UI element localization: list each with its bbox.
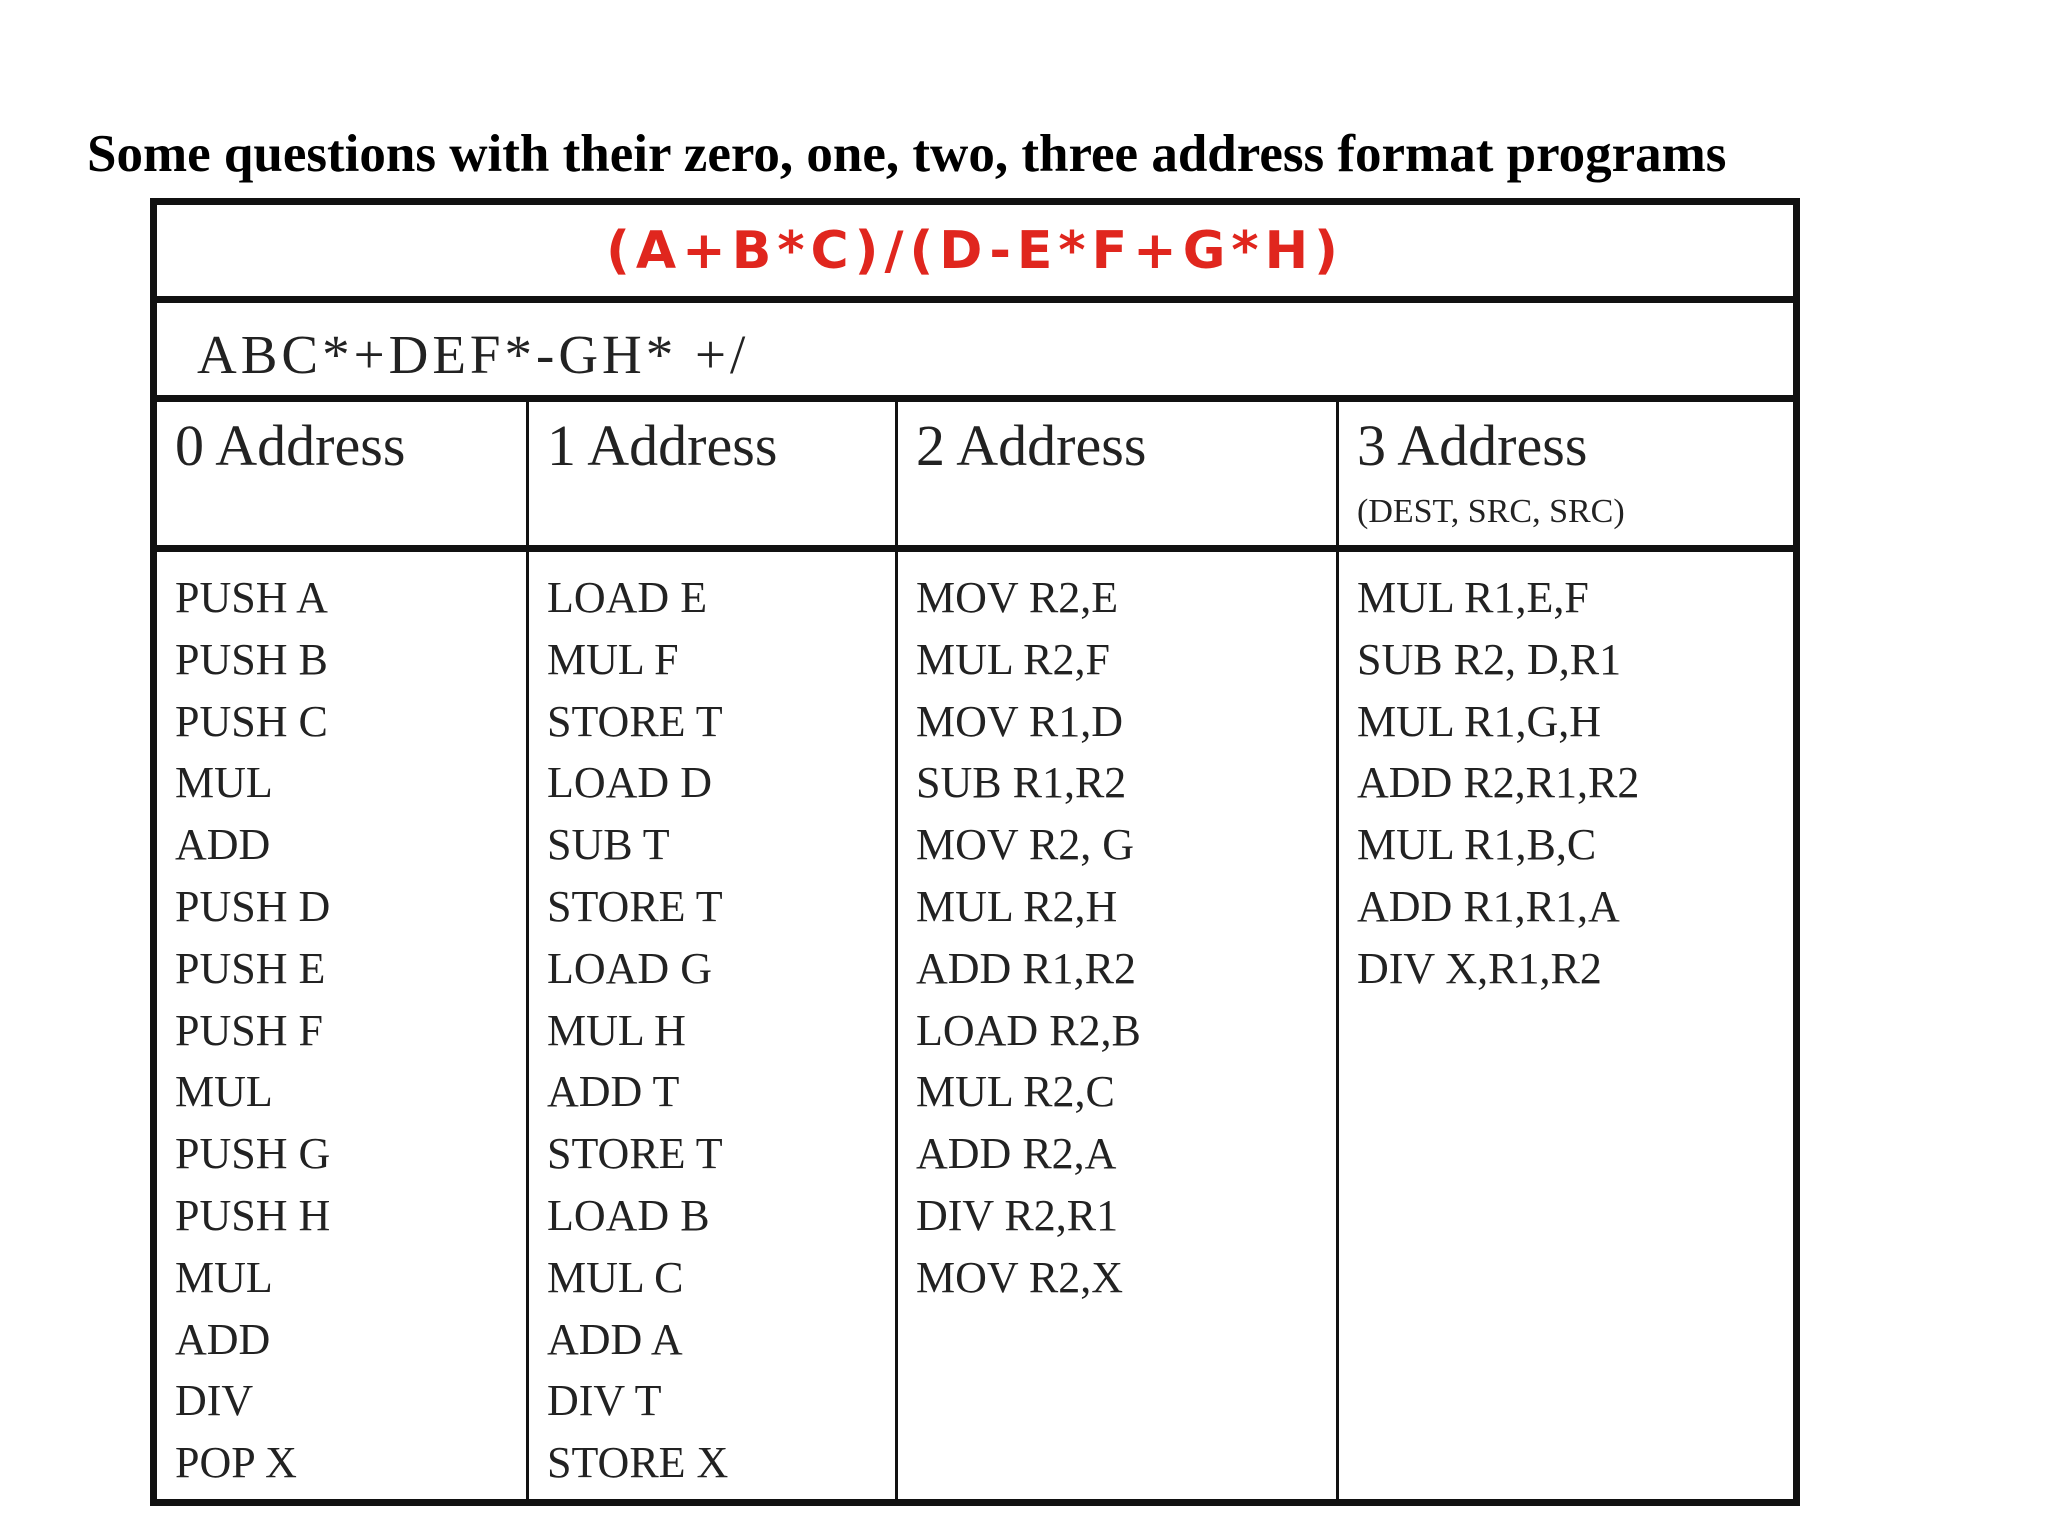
instruction-line: MUL xyxy=(175,1067,273,1117)
instruction-line: LOAD B xyxy=(547,1190,710,1240)
infix-expression: (A+B*C)/(D-E*F+G*H) xyxy=(606,221,1344,281)
instruction-list xyxy=(1357,567,1639,1000)
instruction-list xyxy=(175,567,330,1494)
instruction-line: DIV T xyxy=(547,1376,662,1426)
address-format-table xyxy=(150,198,1800,1506)
instruction-line: PUSH D xyxy=(175,881,331,931)
instruction-line: MUL F xyxy=(547,634,679,684)
instruction-line: PUSH B xyxy=(175,634,328,684)
instruction-line: MUL R2,C xyxy=(916,1067,1115,1117)
header-cell-3-address xyxy=(1339,402,1793,545)
instruction-line: SUB R1,R2 xyxy=(916,758,1127,808)
instruction-line: SUB T xyxy=(547,820,670,870)
instruction-line: PUSH E xyxy=(175,943,326,993)
instruction-line: STORE T xyxy=(547,881,723,931)
infix-expression-row xyxy=(157,205,1793,303)
postfix-expression: ABC*+DEF*-GH* +/ xyxy=(197,324,750,385)
instruction-line: MUL C xyxy=(547,1252,684,1302)
instruction-line: LOAD D xyxy=(547,758,712,808)
instruction-line: MUL xyxy=(175,758,273,808)
instruction-line: MOV R2,E xyxy=(916,573,1119,622)
postfix-expression-row xyxy=(157,303,1793,402)
instruction-line: SUB R2, D,R1 xyxy=(1357,634,1622,684)
instruction-line: ADD xyxy=(175,820,271,870)
column-header-row xyxy=(157,402,1793,552)
instruction-line: POP X xyxy=(175,1438,297,1488)
instruction-line: ADD R2,R1,R2 xyxy=(1357,758,1640,808)
column-title: 3 Address xyxy=(1357,413,1588,478)
column-title: 2 Address xyxy=(916,413,1147,478)
instruction-line: ADD R2,A xyxy=(916,1129,1117,1179)
column-title: 1 Address xyxy=(547,413,778,478)
instruction-line: ADD xyxy=(175,1314,271,1364)
instruction-line: ADD T xyxy=(547,1067,680,1117)
header-cell-2-address xyxy=(898,402,1339,545)
instruction-line: STORE X xyxy=(547,1438,729,1488)
instructions-cell-1-address xyxy=(529,552,898,1506)
instruction-line: MUL R2,H xyxy=(916,881,1118,931)
instruction-line: DIV X,R1,R2 xyxy=(1357,943,1602,993)
instruction-line: MOV R2, G xyxy=(916,820,1135,870)
instruction-line: STORE T xyxy=(547,696,723,746)
instruction-line: MUL R1,B,C xyxy=(1357,820,1597,870)
instruction-list xyxy=(916,567,1141,1309)
instruction-line: STORE T xyxy=(547,1129,723,1179)
instruction-line: MUL R2,F xyxy=(916,634,1110,684)
instruction-line: MUL R1,G,H xyxy=(1357,696,1602,746)
instruction-line: PUSH A xyxy=(175,573,328,622)
instruction-body-row xyxy=(157,552,1793,1506)
instruction-line: PUSH G xyxy=(175,1129,331,1179)
instruction-line: ADD R1,R1,A xyxy=(1357,881,1620,931)
instruction-line: LOAD R2,B xyxy=(916,1005,1141,1055)
column-title: 0 Address xyxy=(175,413,406,478)
instruction-line: LOAD G xyxy=(547,943,712,993)
instruction-line: ADD A xyxy=(547,1314,683,1364)
header-cell-0-address xyxy=(157,402,529,545)
instruction-line: DIV R2,R1 xyxy=(916,1190,1119,1240)
header-cell-1-address xyxy=(529,402,898,545)
column-subtitle: (DEST, SRC, SRC) xyxy=(1357,493,1625,530)
instructions-cell-0-address xyxy=(157,552,529,1506)
instruction-line: PUSH F xyxy=(175,1005,323,1055)
instructions-cell-2-address xyxy=(898,552,1339,1506)
instruction-line: MUL R1,E,F xyxy=(1357,573,1589,622)
instruction-line: ADD R1,R2 xyxy=(916,943,1137,993)
instruction-line: MOV R1,D xyxy=(916,696,1124,746)
instruction-line: MUL xyxy=(175,1252,273,1302)
instruction-line: PUSH H xyxy=(175,1190,331,1240)
page-heading: Some questions with their zero, one, two, three address format programs xyxy=(87,125,1727,183)
instruction-line: MUL H xyxy=(547,1005,686,1055)
instruction-line: LOAD E xyxy=(547,573,708,622)
instruction-line: PUSH C xyxy=(175,696,328,746)
instruction-line: MOV R2,X xyxy=(916,1252,1124,1302)
instruction-list xyxy=(547,567,728,1494)
instructions-cell-3-address xyxy=(1339,552,1793,1506)
instruction-line: DIV xyxy=(175,1376,254,1426)
